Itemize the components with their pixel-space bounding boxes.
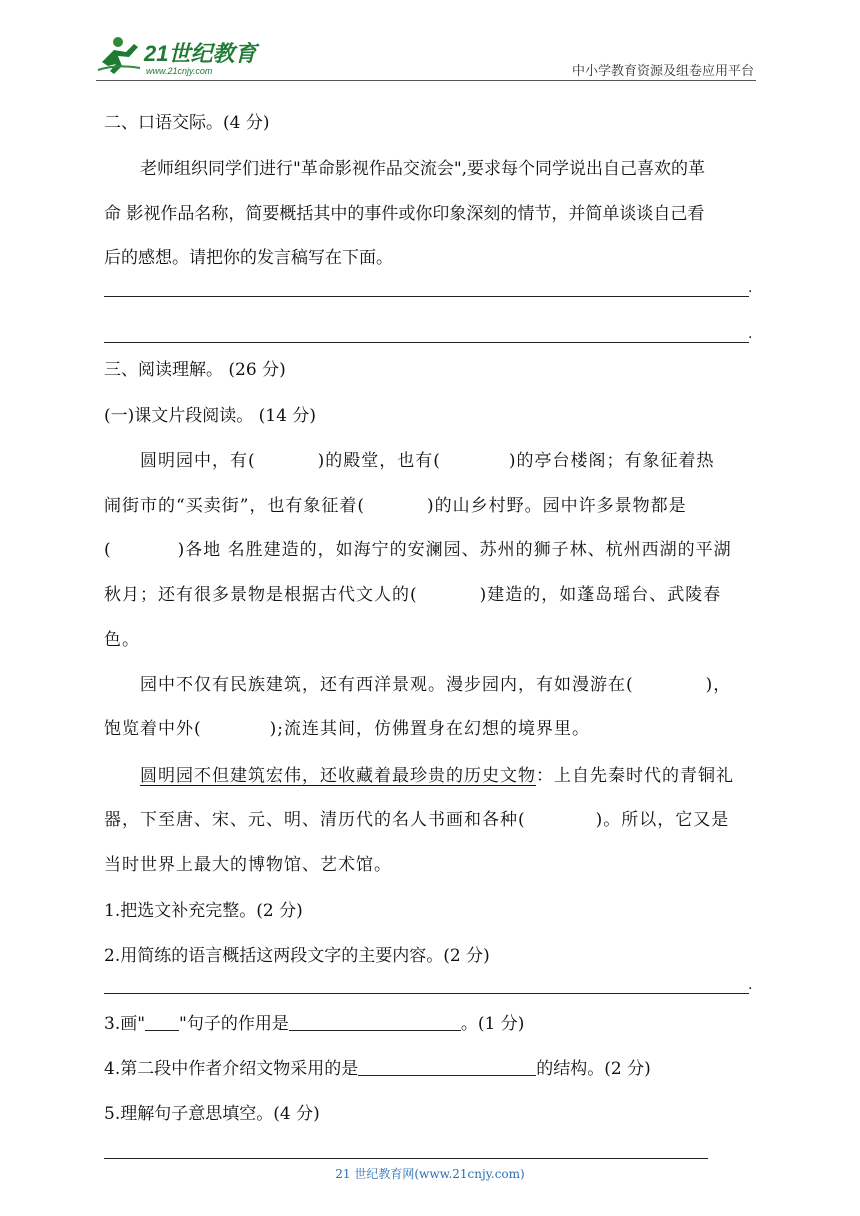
passage-line: ( )各地 名胜建造的，如海宁的安澜园、苏州的狮子林、杭州西湖的平湖 [104,540,732,560]
answer-line[interactable] [104,296,749,297]
passage-line: 圆明园中，有( )的殿堂，也有( )的亭台楼阁；有象征着热 [140,451,715,471]
underlined-sentence: 圆明园不但建筑宏伟，还收藏着最珍贵的历史文物 [140,766,536,786]
passage-line: 闹街市的“买卖街”，也有象征着( )的山乡村野。园中许多景物都是 [104,496,687,516]
footer-link[interactable]: 21 世纪教育网(www.21cnjy.com) [335,1167,525,1181]
runner-logo-icon [98,37,140,74]
passage-line: 器，下至唐、宋、元、明、清历代的名人书画和各种( )。所以，它又是 [104,810,730,830]
passage-line: 园中不仅有民族建筑，还有西洋景观。漫步园内，有如漫游在( )， [140,675,732,695]
platform-name: 中小学教育资源及组卷应用平台 [571,64,754,79]
answer-line-end: . [748,977,753,993]
answer-line-end: . [748,326,753,342]
passage-line: 当时世界上最大的博物馆、艺术馆。 [104,855,392,875]
passage-line: 饱览着中外( );流连其间，仿佛置身在幻想的境界里。 [104,719,590,739]
answer-line[interactable] [104,993,749,994]
question-1: 1.把选文补充完整。(2 分) [104,901,303,921]
section2-prompt-line3: 后的感想。请把你的发言稿写在下面。 [104,248,393,268]
question-5: 5.理解句子意思填空。(4 分) [104,1104,320,1124]
section2-title: 二、口语交际。(4 分) [104,113,270,133]
question-4: 4.第二段中作者介绍文物采用的是 的结构。(2 分) [104,1059,651,1079]
section3-subtitle: (一)课文片段阅读。 (14 分) [104,406,316,426]
logo-text: 21世纪教育 [144,41,257,66]
passage-line: 色。 [104,630,140,650]
header-divider [96,80,756,81]
section2-prompt-line1: 老师组织同学们进行"革命影视作品交流会",要求每个同学说出自己喜欢的革 [140,159,706,179]
answer-blank[interactable] [289,1012,461,1031]
answer-line-end: . [748,280,753,296]
passage-line: 秋月；还有很多景物是根据古代文人的( )建造的，如蓬岛瑶台、武陵春 [104,585,722,605]
passage-line: 圆明园不但建筑宏伟，还收藏着最珍贵的历史文物：上自先秦时代的青铜礼 [140,766,734,786]
footer-divider [104,1158,708,1159]
answer-line[interactable] [104,342,749,343]
site-logo [96,34,266,80]
section3-title: 三、阅读理解。 (26 分) [104,360,286,380]
section2-prompt-line2: 命 影视作品名称，简要概括其中的事件或你印象深刻的情节，并简单谈谈自己看 [104,204,705,224]
underline-marker [145,1012,179,1031]
answer-blank[interactable] [358,1057,536,1076]
question-2: 2.用简练的语言概括这两段文字的主要内容。(2 分) [104,946,490,966]
logo-url: www.21cnjy.com [146,66,213,76]
question-3: 3.画" "句子的作用是 。(1 分) [104,1014,525,1034]
